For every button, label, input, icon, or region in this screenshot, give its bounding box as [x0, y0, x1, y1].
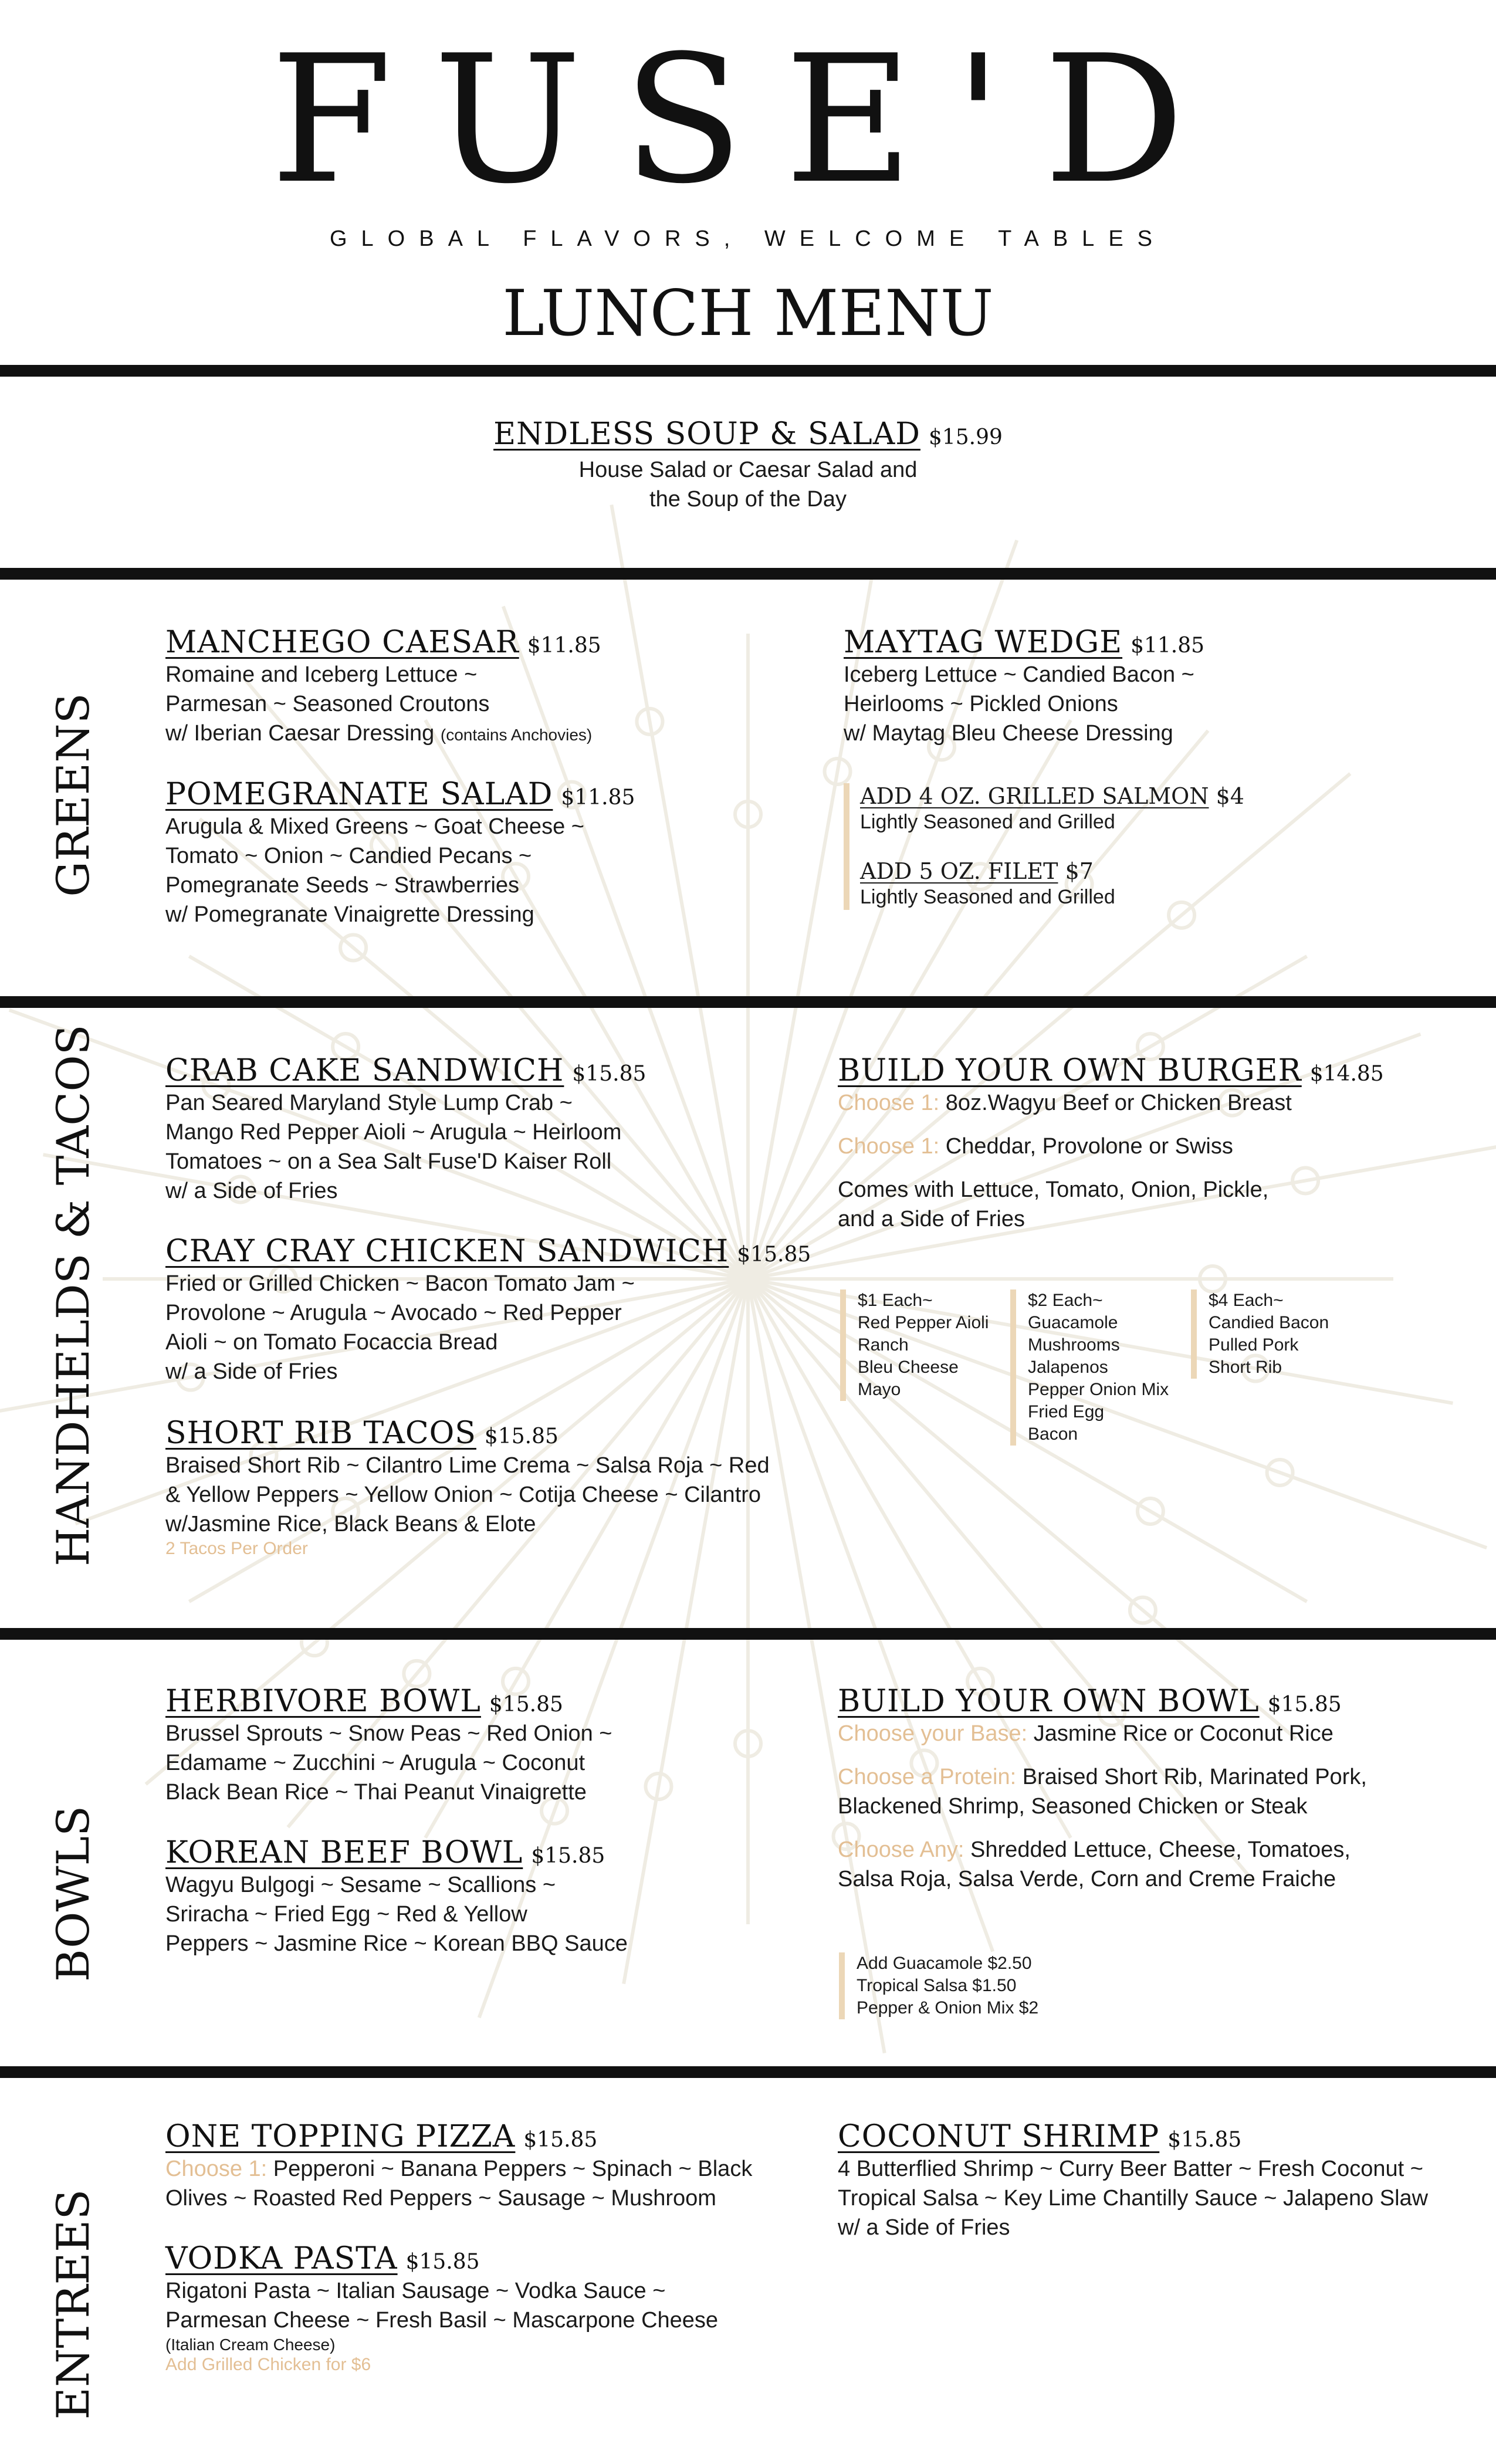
- item-name: VODKA PASTA: [165, 2241, 398, 2276]
- item-title: [165, 1835, 628, 1870]
- pizza-choice: [165, 2154, 752, 2184]
- item-description: Peppers ~ Jasmine Rice ~ Korean BBQ Sauce: [165, 1931, 628, 1956]
- item-build-your-own-bowl: [838, 1684, 1367, 1894]
- starburst-dot: [735, 801, 761, 827]
- item-description: Rigatoni Pasta ~ Italian Sausage ~ Vodka Sauce ~: [165, 2279, 666, 2303]
- divider-rule: [0, 2066, 1496, 2078]
- bowl-choice-base: [838, 1719, 1367, 1748]
- item-title: [165, 1053, 646, 1088]
- addon-option: Add Guacamole $2.50: [857, 1954, 1032, 1973]
- item-description: Mango Red Pepper Aioli ~ Arugula ~ Heirloom: [165, 1120, 622, 1145]
- item-description: Black Bean Rice ~ Thai Peanut Vinaigrette: [165, 1780, 587, 1805]
- divider-rule: [0, 365, 1496, 377]
- starburst-dot: [404, 1661, 429, 1687]
- item-description: Iceberg Lettuce ~ Candied Bacon ~: [844, 662, 1194, 687]
- item-title: [165, 1416, 770, 1451]
- item-description: Fried or Grilled Chicken ~ Bacon Tomato Jam ~: [165, 1271, 635, 1296]
- item-name: BUILD YOUR OWN BOWL: [838, 1684, 1260, 1719]
- starburst-dot: [735, 1731, 761, 1756]
- divider-rule: [0, 1628, 1496, 1640]
- item-price: $14.85: [1309, 1062, 1384, 1086]
- item-price: $15.85: [489, 1693, 563, 1717]
- choice-options: Salsa Roja, Salsa Verde, Corn and Creme Fraiche: [838, 1867, 1336, 1891]
- item-crab-cake-sandwich: [165, 1053, 646, 1206]
- addon-option: Tropical Salsa $1.50: [857, 1976, 1017, 1995]
- section-label-handhelds: HANDHELDS & TACOS: [47, 1024, 99, 1566]
- choice-label: Choose your Base:: [838, 1721, 1028, 1746]
- addon-name: ADD 4 OZ. GRILLED SALMON: [860, 783, 1209, 809]
- section-label-bowls: BOWLS: [47, 1805, 99, 1982]
- item-manchego-caesar: [165, 625, 601, 750]
- brand-logo: FUSE'D: [270, 18, 1226, 222]
- description-note: (contains Anchovies): [440, 726, 593, 744]
- item-description: Edamame ~ Zucchini ~ Arugula ~ Coconut: [165, 1751, 585, 1775]
- item-price: $15.85: [1267, 1693, 1342, 1717]
- item-build-your-own-burger: [838, 1053, 1384, 1234]
- item-price: $15.85: [405, 2250, 480, 2274]
- item-title: [838, 1053, 1384, 1088]
- item-name: HERBIVORE BOWL: [165, 1684, 481, 1719]
- item-description: w/ a Side of Fries: [838, 2215, 1010, 2240]
- item-description: w/ Maytag Bleu Cheese Dressing: [844, 721, 1173, 746]
- item-price: $15.85: [737, 1243, 811, 1267]
- item-description: Heirlooms ~ Pickled Onions: [844, 692, 1118, 716]
- burger-tier-2: [1010, 1289, 1192, 1446]
- item-price: $15.85: [1167, 2128, 1242, 2152]
- item-title: [165, 777, 635, 812]
- item-description: 4 Butterflied Shrimp ~ Curry Beer Batter ~ Fresh Coconut ~: [838, 2157, 1423, 2181]
- item-short-rib-tacos: [165, 1416, 770, 1559]
- item-price: $15.99: [928, 425, 1003, 449]
- starburst-dot: [1138, 1498, 1163, 1524]
- tier-option: Jalapenos: [1028, 1358, 1108, 1377]
- item-title: [165, 2241, 718, 2276]
- item-cray-cray-chicken: [165, 1234, 811, 1386]
- choice-options: 8oz.Wagyu Beef or Chicken Breast: [945, 1091, 1292, 1115]
- choice-options: Braised Short Rib, Marinated Pork,: [1022, 1765, 1367, 1789]
- item-name: ONE TOPPING PIZZA: [165, 2119, 516, 2154]
- item-description: w/ Pomegranate Vinaigrette Dressing: [165, 902, 534, 927]
- choice-options: Blackened Shrimp, Seasoned Chicken or Steak: [838, 1794, 1308, 1819]
- item-description: w/Jasmine Rice, Black Beans & Elote: [165, 1512, 536, 1536]
- item-description: Provolone ~ Arugula ~ Avocado ~ Red Pepper: [165, 1301, 622, 1325]
- item-price: $15.85: [523, 2128, 598, 2152]
- choice-options: Cheddar, Provolone or Swiss: [945, 1134, 1233, 1159]
- item-title: [165, 1684, 612, 1719]
- item-description: (Italian Cream Cheese): [165, 2336, 336, 2354]
- tier-option: Ranch: [858, 1335, 909, 1355]
- item-coconut-shrimp: [838, 2119, 1428, 2242]
- divider-rule: [0, 996, 1496, 1008]
- addon-salmon-title: [860, 783, 1306, 809]
- choice-options: Pepperoni ~ Banana Peppers ~ Spinach ~ Black: [273, 2157, 753, 2181]
- starburst-dot: [637, 709, 662, 735]
- item-name: CRAB CAKE SANDWICH: [165, 1053, 564, 1088]
- item-note: Add Grilled Chicken for $6: [165, 2355, 371, 2374]
- item-name: SHORT RIB TACOS: [165, 1416, 476, 1451]
- item-description: Aioli ~ on Tomato Focaccia Bread: [165, 1330, 498, 1355]
- item-title: [165, 625, 601, 660]
- tier-option: Mushrooms: [1028, 1335, 1120, 1355]
- starburst-dot: [1130, 1597, 1156, 1623]
- tier-price: $4 Each~: [1209, 1291, 1284, 1310]
- item-title: [165, 2119, 752, 2154]
- item-herbivore-bowl: [165, 1684, 612, 1807]
- tier-price: $1 Each~: [858, 1291, 933, 1310]
- item-vodka-pasta: [165, 2241, 718, 2375]
- item-name: CRAY CRAY CHICKEN SANDWICH: [165, 1234, 729, 1269]
- menu-title: LUNCH MENU: [502, 277, 994, 350]
- item-name: MANCHEGO CAESAR: [165, 625, 519, 660]
- burger-tier-1: [840, 1289, 999, 1401]
- item-description: Pan Seared Maryland Style Lump Crab ~: [165, 1091, 573, 1115]
- starburst-dot: [645, 1773, 671, 1799]
- item-description: w/ a Side of Fries: [165, 1179, 338, 1203]
- item-pomegranate-salad: [165, 777, 635, 929]
- item-price: $11.85: [561, 786, 635, 810]
- tier-option: Pepper Onion Mix: [1028, 1380, 1169, 1399]
- item-description: & Yellow Peppers ~ Yellow Onion ~ Cotija Cheese ~ Cilantro: [165, 1483, 761, 1507]
- choice-label: Choose 1:: [165, 2157, 268, 2181]
- bowl-choice-protein: [838, 1762, 1367, 1792]
- burger-choice-cheese: [838, 1132, 1384, 1161]
- tier-option: Bacon: [1028, 1424, 1078, 1444]
- addon-description: Lightly Seasoned and Grilled: [860, 886, 1115, 908]
- section-label-entrees: ENTREES: [47, 2189, 99, 2420]
- item-name: POMEGRANATE SALAD: [165, 777, 553, 812]
- choice-label: Choose 1:: [838, 1091, 940, 1115]
- item-description: Sriracha ~ Fried Egg ~ Red & Yellow: [165, 1902, 527, 1927]
- item-name: MAYTAG WEDGE: [844, 625, 1123, 660]
- tier-option: Fried Egg: [1028, 1402, 1105, 1421]
- burger-choice-protein: [838, 1088, 1384, 1118]
- item-description: Tomato ~ Onion ~ Candied Pecans ~: [165, 844, 532, 868]
- addon-option: Pepper & Onion Mix $2: [857, 1998, 1039, 2018]
- item-name: KOREAN BEEF BOWL: [165, 1835, 523, 1870]
- item-description: Brussel Sprouts ~ Snow Peas ~ Red Onion ~: [165, 1721, 612, 1746]
- description-text: w/ Iberian Caesar Dressing: [165, 721, 435, 746]
- tier-option: Candied Bacon: [1209, 1313, 1329, 1332]
- item-description: Comes with Lettuce, Tomato, Onion, Pickle,: [838, 1177, 1269, 1202]
- item-price: $11.85: [1131, 634, 1205, 658]
- starburst-dot: [1267, 1460, 1293, 1485]
- item-description: Parmesan ~ Seasoned Croutons: [165, 692, 490, 716]
- item-description: w/ a Side of Fries: [165, 1359, 338, 1384]
- item-korean-beef-bowl: [165, 1835, 628, 1958]
- choice-label: Choose Any:: [838, 1837, 964, 1862]
- starburst-dot: [825, 759, 851, 784]
- item-description: and a Side of Fries: [838, 1207, 1025, 1231]
- burger-tier-3: [1191, 1289, 1361, 1379]
- item-description: Pomegranate Seeds ~ Strawberries: [165, 873, 520, 898]
- brand-tagline: GLOBAL FLAVORS, WELCOME TABLES: [329, 226, 1167, 251]
- item-price: $15.85: [484, 1424, 559, 1448]
- starburst-dot: [1200, 1266, 1226, 1292]
- endless-soup-salad: [0, 417, 1496, 514]
- bowl-choice-any: [838, 1835, 1367, 1864]
- item-description: Parmesan Cheese ~ Fresh Basil ~ Mascarpone Cheese: [165, 2308, 719, 2333]
- item-description: Romaine and Iceberg Lettuce ~: [165, 662, 478, 687]
- item-price: $11.85: [527, 634, 601, 658]
- addon-description: Lightly Seasoned and Grilled: [860, 811, 1115, 833]
- item-description: House Salad or Caesar Salad and: [578, 458, 918, 482]
- bowl-addons: [839, 1952, 1091, 2019]
- item-description: Tomatoes ~ on a Sea Salt Fuse'D Kaiser Roll: [165, 1149, 612, 1174]
- item-name: ENDLESS SOUP & SALAD: [493, 417, 920, 452]
- item-description: Arugula & Mixed Greens ~ Goat Cheese ~: [165, 814, 584, 839]
- greens-addons: [844, 783, 1306, 910]
- item-price: $15.85: [572, 1062, 647, 1086]
- choice-label: Choose 1:: [838, 1134, 940, 1159]
- item-name: BUILD YOUR OWN BURGER: [838, 1053, 1302, 1088]
- tier-option: Guacamole: [1028, 1313, 1118, 1332]
- item-name: COCONUT SHRIMP: [838, 2119, 1160, 2154]
- item-description: Braised Short Rib ~ Cilantro Lime Crema ~ Salsa Roja ~ Red: [165, 1453, 770, 1478]
- item-price: $15.85: [531, 1844, 605, 1868]
- item-description: Wagyu Bulgogi ~ Sesame ~ Scallions ~: [165, 1873, 556, 1897]
- choice-options: Jasmine Rice or Coconut Rice: [1033, 1721, 1333, 1746]
- tier-price: $2 Each~: [1028, 1291, 1103, 1310]
- item-description: Olives ~ Roasted Red Peppers ~ Sausage ~ Mushroom: [165, 2186, 716, 2211]
- choice-options: Shredded Lettuce, Cheese, Tomatoes,: [970, 1837, 1351, 1862]
- item-title: [165, 1234, 811, 1269]
- item-title: [0, 417, 1496, 452]
- item-note: 2 Tacos Per Order: [165, 1539, 308, 1558]
- item-description: Tropical Salsa ~ Key Lime Chantilly Sauce ~ Jalapeno Slaw: [838, 2186, 1429, 2211]
- tier-option: Short Rib: [1209, 1358, 1282, 1377]
- item-description: [165, 719, 601, 750]
- item-title: [838, 2119, 1428, 2154]
- tier-option: Pulled Pork: [1209, 1335, 1299, 1355]
- item-title: [844, 625, 1204, 660]
- choice-label: Choose a Protein:: [838, 1765, 1017, 1789]
- divider-rule: [0, 568, 1496, 580]
- section-label-greens: GREENS: [47, 693, 99, 897]
- tier-option: Mayo: [858, 1380, 901, 1399]
- starburst-dot: [340, 935, 366, 960]
- item-title: [838, 1684, 1367, 1719]
- tier-option: Red Pepper Aioli: [858, 1313, 989, 1332]
- addon-price: $7: [1065, 858, 1094, 884]
- addon-filet-title: [860, 858, 1306, 884]
- item-description: the Soup of the Day: [649, 487, 847, 512]
- addon-name: ADD 5 OZ. FILET: [860, 858, 1058, 884]
- item-maytag-wedge: [844, 625, 1204, 748]
- item-one-topping-pizza: [165, 2119, 752, 2213]
- addon-price: $4: [1216, 783, 1244, 809]
- tier-option: Bleu Cheese: [858, 1358, 959, 1377]
